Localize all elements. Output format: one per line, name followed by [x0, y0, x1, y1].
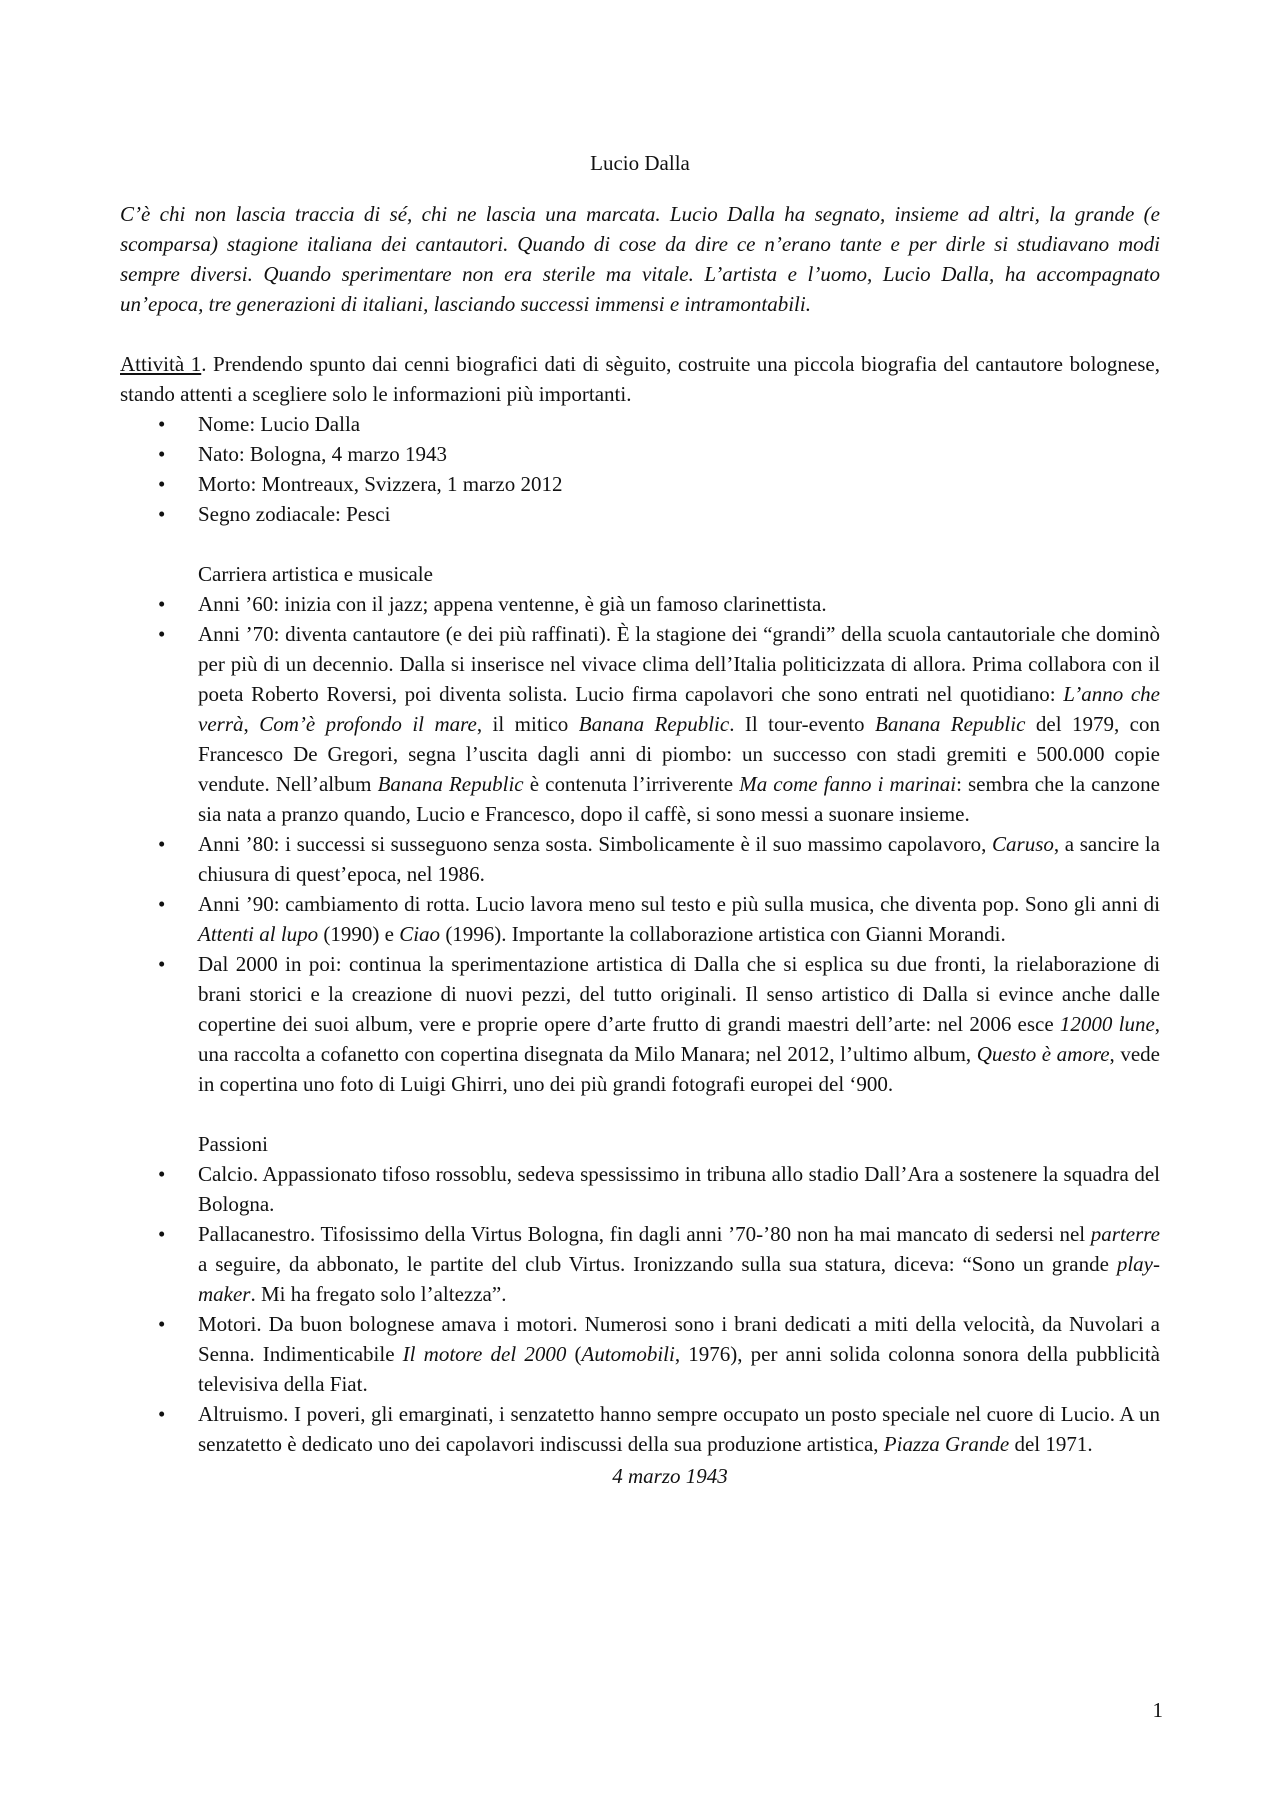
passion-item-motori: • Motori. Da buon bolognese amava i motori. Numerosi sono i brani dedicati a miti della velocità, da Nuvolari a Senna. Indimenticabile Il motore del 2000 (Automobili, 1976), per anni solida colonna sonora della pubblicità televisiva della Fiat.: [120, 1309, 1160, 1399]
activity-paragraph: [120, 349, 1160, 409]
facts-list: [120, 409, 1160, 529]
career-item-60s: • Anni ’60: inizia con il jazz; appena ventenne, è già un famoso clarinettista.: [120, 589, 1160, 619]
career-item-2000s: • Dal 2000 in poi: continua la sperimentazione artistica di Dalla che si esplica su due fronti, la rielaborazione di brani storici e la creazione di nuovi pezzi, del tutto originali. Il senso artistico di Dalla si evince anche dalle copertine dei suoi album, vere e proprie opere d’arte frutto di grandi maestri dell’arte: nel 2006 esce 12000 lune, una raccolta a cofanetto con copertina disegnata da Milo Manara; nel 2012, l’ultimo album, Questo è amore, vede in copertina uno foto di Luigi Ghirri, uno dei più grandi fotografi europei del ‘900.: [120, 949, 1160, 1099]
activity-label: Attività 1: [120, 352, 202, 376]
career-list: [120, 589, 1160, 1099]
page-number: 1: [1152, 1698, 1163, 1722]
document-title: Lucio Dalla: [590, 151, 690, 175]
passions-list: [120, 1159, 1160, 1459]
passion-item-altruismo: • Altruismo. I poveri, gli emarginati, i senzatetto hanno sempre occupato un posto speciale nel cuore di Lucio. A un senzatetto è dedicato uno dei capolavori indiscussi della sua produzione artistica, Piazza Grande del 1971.: [120, 1399, 1160, 1459]
document-page: [120, 148, 1160, 1491]
birth-date-line: 4 marzo 1943: [612, 1464, 728, 1488]
career-item-90s: • Anni ’90: cambiamento di rotta. Lucio lavora meno sul testo e più sulla musica, che diventa pop. Sono gli anni di Attenti al lupo (1990) e Ciao (1996). Importante la collaborazione artistica con Gianni Morandi.: [120, 889, 1160, 949]
career-item-70s: • Anni ’70: diventa cantautore (e dei più raffinati). È la stagione dei “grandi” della scuola cantautoriale che dominò per più di un decennio. Dalla si inserisce nel vivace clima dell’Italia politicizzata di allora. Prima collabora con il poeta Roberto Roversi, poi diventa solista. Lucio firma capolavori che sono entrati nel quotidiano: L’anno che verrà, Com’è profondo il mare, il mitico Banana Republic. Il tour-evento Banana Republic del 1979, con Francesco De Gregori, segna l’uscita dagli anni di piombo: un successo con stadi gremiti e 500.000 copie vendute. Nell’album Banana Republic è contenuta l’irriverente Ma come fanno i marinai: sembra che la canzone sia nata a pranzo quando, Lucio e Francesco, dopo il caffè, si sono messi a suonare insieme.: [120, 619, 1160, 829]
fact-item: • Segno zodiacale: Pesci: [120, 499, 1160, 529]
career-item-80s: • Anni ’80: i successi si susseguono senza sosta. Simbolicamente è il suo massimo capolavoro, Caruso, a sancire la chiusura di quest’epoca, nel 1986.: [120, 829, 1160, 889]
fact-item: • Morto: Montreaux, Svizzera, 1 marzo 2012: [120, 469, 1160, 499]
fact-item: • Nome: Lucio Dalla: [120, 409, 1160, 439]
intro-paragraph: C’è chi non lascia traccia di sé, chi ne lascia una marcata. Lucio Dalla ha segnato, insieme ad altri, la grande (e scomparsa) stagione italiana dei cantautori. Quando di cose da dire ce n’erano tante e per dirle si studiavano modi sempre diversi. Quando sperimentare non era sterile ma vitale. L’artista e l’uomo, Lucio Dalla, ha accompagnato un’epoca, tre generazioni di italiani, lasciando successi immensi e intramontabili.: [120, 202, 1160, 316]
activity-text: . Prendendo spunto dai cenni biografici dati di sèguito, costruite una piccola biografia del cantautore bolognese, stando attenti a scegliere solo le informazioni più importanti.: [120, 352, 1160, 406]
career-heading: Carriera artistica e musicale: [198, 562, 433, 586]
passion-item-calcio: • Calcio. Appassionato tifoso rossoblu, sedeva spessissimo in tribuna allo stadio Dall’Ara a sostenere la squadra del Bologna.: [120, 1159, 1160, 1219]
passions-heading: Passioni: [198, 1132, 269, 1156]
passion-item-basket: • Pallacanestro. Tifosissimo della Virtus Bologna, fin dagli anni ’70-’80 non ha mai mancato di sedersi nel parterre a seguire, da abbonato, le partite del club Virtus. Ironizzando sulla sua statura, diceva: “Sono un grande play-maker. Mi ha fregato solo l’altezza”.: [120, 1219, 1160, 1309]
fact-item: • Nato: Bologna, 4 marzo 1943: [120, 439, 1160, 469]
